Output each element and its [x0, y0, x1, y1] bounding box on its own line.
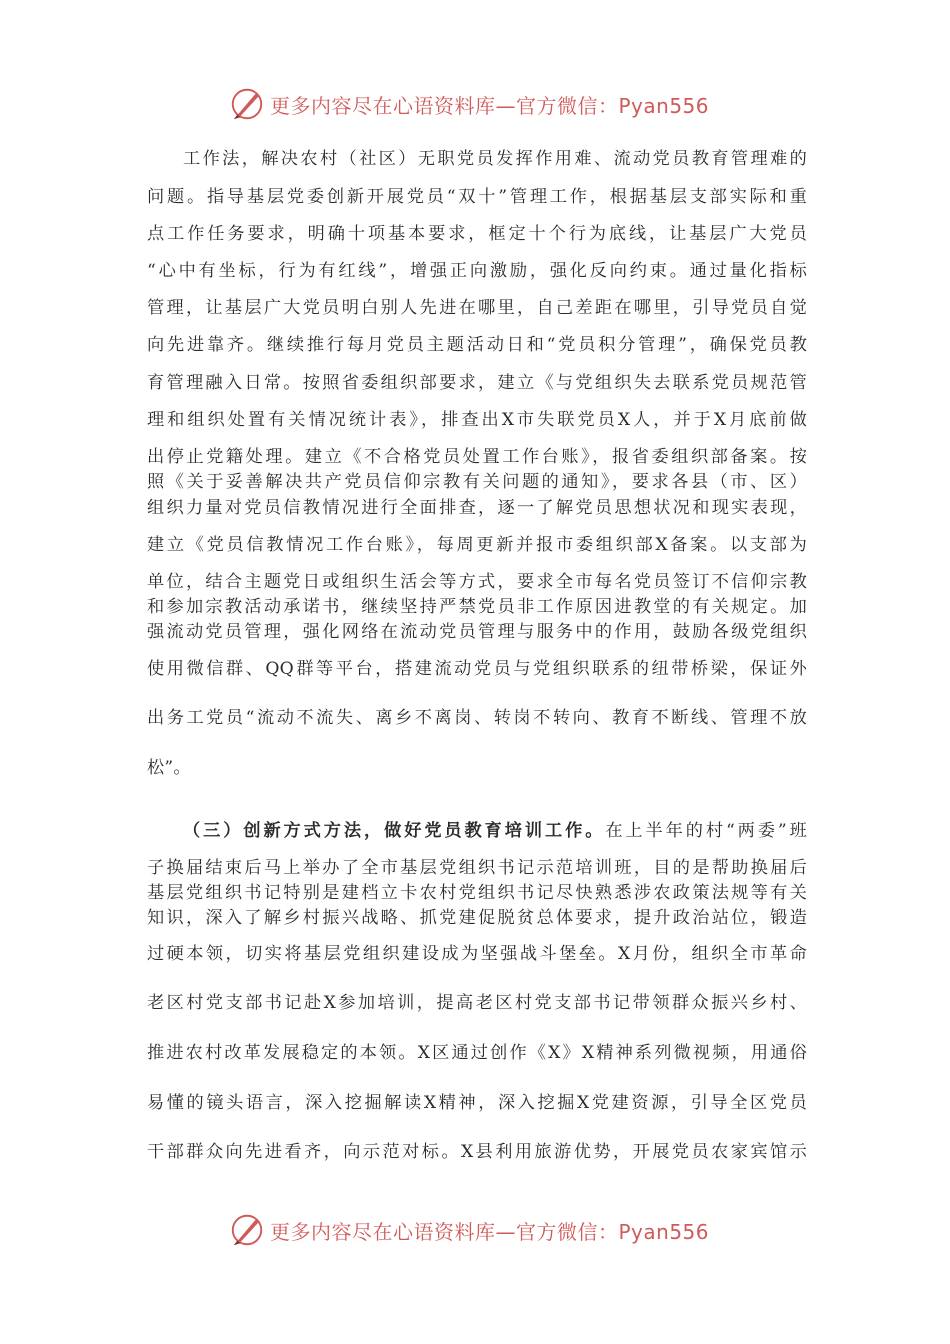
- text-line: 照《关于妥善解决共产党员信仰宗教有关问题的通知》，要求各县（市、区）: [147, 472, 807, 492]
- text-line: 出停止党籍处理。建立《不合格党员处置工作台账》，报省委组织部备案。按: [147, 447, 807, 467]
- text-line: 组织力量对党员信教情况进行全面排查，逐一了解党员思想状况和现实表现，: [147, 498, 807, 518]
- watermark-text: 更多内容尽在心语资料库—官方微信：Pyan556: [270, 1219, 710, 1244]
- watermark-text: 更多内容尽在心语资料库—官方微信：Pyan556: [270, 93, 710, 118]
- text-line: 管理，让基层广大党员明白别人先进在哪里，自己差距在哪里，引导党员自觉: [147, 298, 807, 318]
- text-line: 单位，结合主题党日或组织生活会等方式，要求全市每名党员签订不信仰宗教: [147, 572, 807, 592]
- text-line: 基层党组织书记特别是建档立卡农村党组织书记尽快熟悉涉农政策法规等有关: [147, 883, 807, 903]
- watermark-banner-top: [228, 84, 709, 124]
- text-line: 松”。: [147, 758, 191, 778]
- text-line: 和参加宗教活动承诺书，继续坚持严禁党员非工作原因进教堂的有关规定。加: [147, 597, 807, 617]
- text-line: 子换届结束后马上举办了全市基层党组织书记示范培训班，目的是帮助换届后: [147, 858, 807, 878]
- text-line: 强流动党员管理，强化网络在流动党员管理与服务中的作用，鼓励各级党组织: [147, 622, 807, 642]
- text-line: 干部群众向先进看齐，向示范对标。X县利用旅游优势，开展党员农家宾馆示: [147, 1142, 807, 1162]
- text-line: 使用微信群、QQ群等平台，搭建流动党员与党组织联系的纽带桥梁，保证外: [147, 659, 807, 679]
- text-line: 点工作任务要求，明确十项基本要求，框定十个行为底线，让基层广大党员: [147, 224, 807, 244]
- text-line: 知识，深入了解乡村振兴战略、抓党建促脱贫总体要求，提升政治站位，锻造: [147, 908, 807, 928]
- watermark-banner-bottom: [228, 1210, 709, 1250]
- text-line: 出务工党员“流动不流失、离乡不离岗、转岗不转向、教育不断线、管理不放: [147, 708, 807, 728]
- text-line: 理和组织处置有关情况统计表》，排查出X市失联党员X人，并于X月底前做: [147, 410, 807, 430]
- text-line: 推进农村改革发展稳定的本领。X区通过创作《X》X精神系列微视频，用通俗: [147, 1043, 807, 1063]
- text-line: “心中有坐标，行为有红线”，增强正向激励，强化反向约束。通过量化指标: [147, 261, 807, 281]
- text-line: 育管理融入日常。按照省委组织部要求，建立《与党组织失去联系党员规范管: [147, 373, 807, 393]
- text-line: 工作法，解决农村（社区）无职党员发挥作用难、流动党员教育管理难的: [183, 149, 807, 169]
- text-line: 过硬本领，切实将基层党组织建设成为坚强战斗堡垒。X月份，组织全市革命: [147, 944, 807, 964]
- text-line: 易懂的镜头语言，深入挖掘解读X精神，深入挖掘X党建资源，引导全区党员: [147, 1093, 807, 1113]
- text-line: 向先进靠齐。继续推行每月党员主题活动日和“党员积分管理”，确保党员教: [147, 335, 807, 355]
- text-line: 问题。指导基层党委创新开展党员“双十”管理工作，根据基层支部实际和重: [147, 187, 807, 207]
- section-heading: （三）创新方式方法，做好党员教育培训工作。: [183, 821, 606, 841]
- quill-pen-logo-icon: [228, 85, 266, 123]
- quill-pen-logo-icon: [228, 1211, 266, 1249]
- heading-line-rest: 在上半年的村“两委”班: [605, 821, 807, 841]
- text-line: 建立《党员信教情况工作台账》，每周更新并报市委组织部X备案。以支部为: [147, 535, 807, 555]
- section-heading-line: [183, 819, 807, 843]
- text-line: 老区村党支部书记赴X参加培训，提高老区村党支部书记带领群众振兴乡村、: [147, 993, 807, 1013]
